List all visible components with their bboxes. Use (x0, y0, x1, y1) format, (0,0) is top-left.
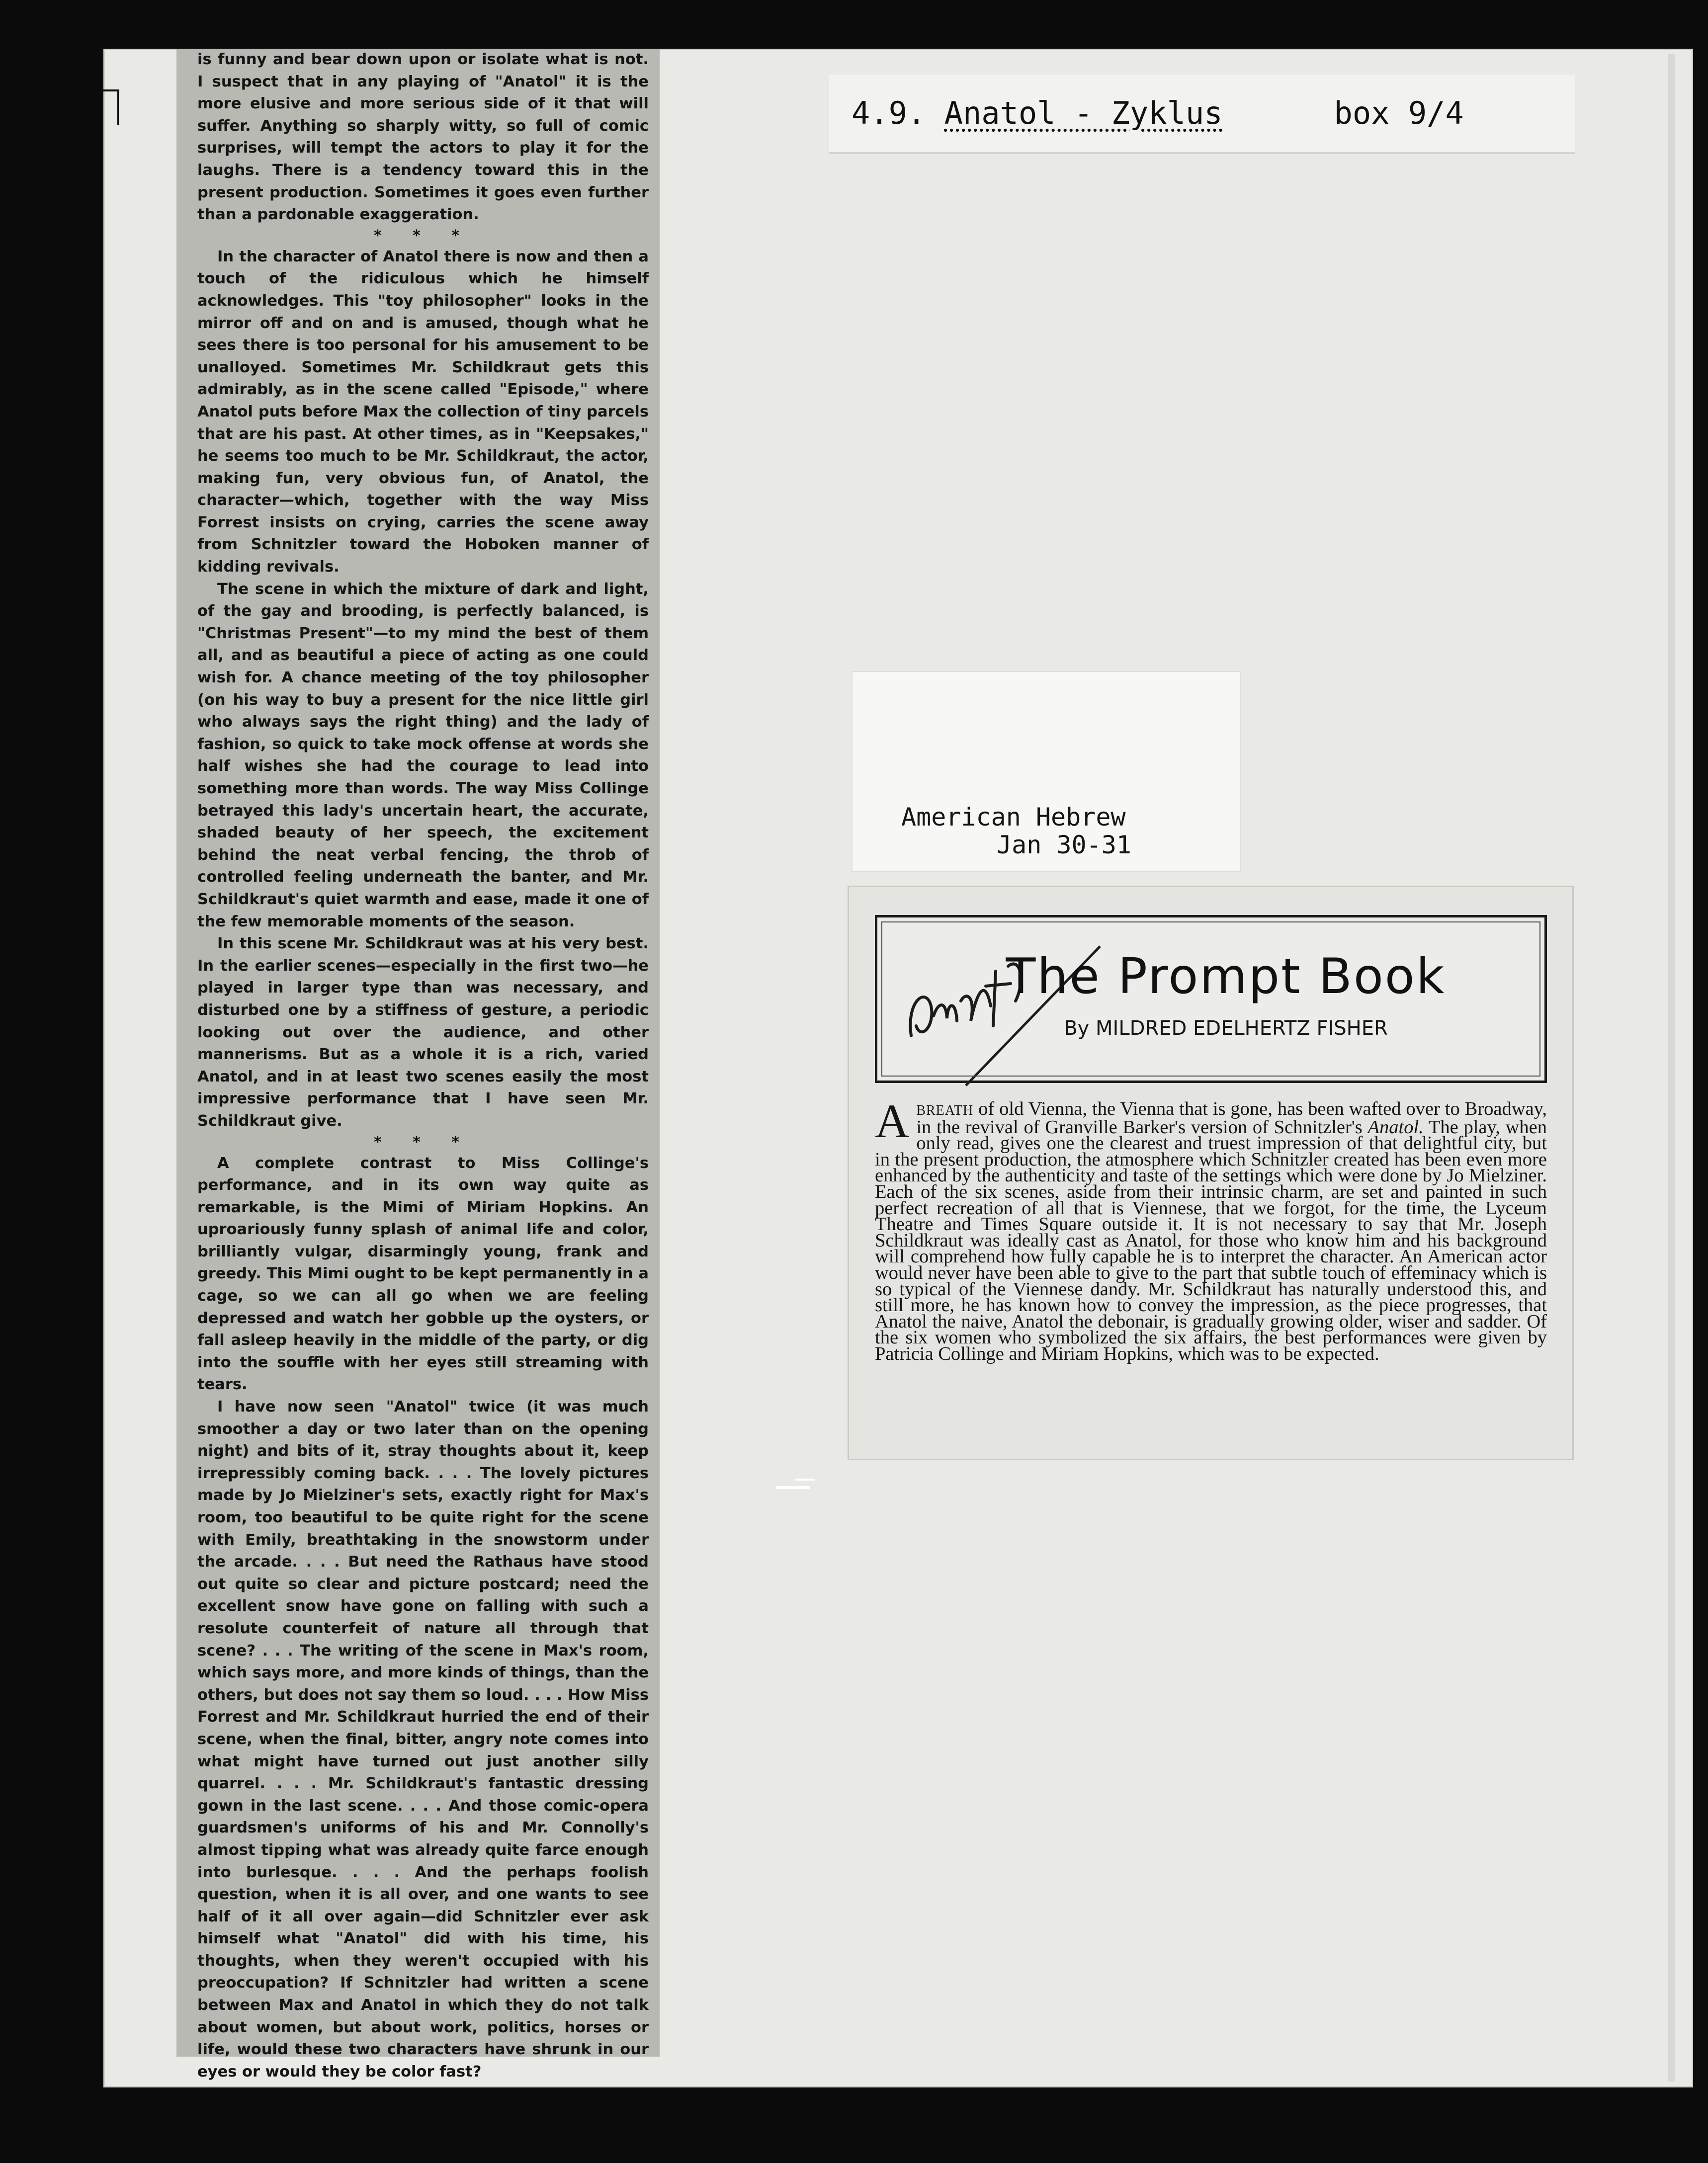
column-paragraph: A complete contrast to Miss Collinge's performance, and in its own way quite as remarkable, is the Mimi of Miriam Hopkins. An uproariously funny splash of animal life and color, brilliantly vulgar, disarmingly young, frank and greedy. This Mimi ought to be kept permanently in a cage, so we can all go when we are feeling depressed and watch her gobble up the oysters, or fall asleep heavily in the middle of the party, or dig into the souffle with her eyes still streaming with tears. (197, 1154, 649, 1394)
article-smallcaps: BREATH (916, 1103, 974, 1118)
article-text-rest: The play, when only read, gives one the clearest and truest impression of that delightful city, but in the present production, the atmosphere which Schnitzler created has been even more enhanced by the authenticity and taste of the settings which were done by Jo Mielziner. Each of the six scenes, aside from their intrinsic charm, are set and painted in such perfect recreation of all that is Viennese, that we forgot, for the time, the Lyceum Theatre and Times Square outside it. It is not necessary to say that Mr. Joseph Schildkraut was ideally cast as Anatol, for those who know him and his background will comprehend how fully capable he is to interpret the character. An American actor would never have been able to give to the part that subtle touch of effeminacy which is so typical of the Viennese dandy. Mr. Schildkraut has naturally understood this, and still more, he has known how to convey the impression, as the piece progresses, that Anatol the naive, Anatol the debonair, is gradually growing older, wiser and sadder. Of the six women who symbolized the six affairs, the best performances were given by Patricia Collinge and Miriam Hopkins, which was to be expected. (875, 1116, 1547, 1364)
article-italic: Anatol. (1367, 1116, 1424, 1138)
column-paragraph: In the character of Anatol there is now and then a touch of the ridiculous which he himself acknowledges. This "toy philosopher" looks in the mirror off and on and is amused, though what he sees there is too personal for his amusement to be unalloyed. Sometimes Mr. Schildkraut gets this admirably, as in the scene called "Episode," where Anatol puts before Max the collection of tiny parcels that are his past. At other times, as in "Keepsakes," he seems too much to be Mr. Schildkraut, the actor, making fun, very obvious fun, of Anatol, the character—which, together with the way Miss Forrest insists on crying, carries the scene away from Schnitzler toward the Hoboken manner of kidding revivals. (197, 248, 649, 576)
section-divider: * * * (374, 227, 472, 245)
byline: By MILDRED EDELHERTZ FISHER (1064, 1017, 1388, 1040)
archive-label-text (852, 93, 1555, 133)
article-body (875, 1094, 1547, 1364)
scan-speck (775, 1486, 810, 1489)
label-box-number: box 9/4 (1334, 95, 1464, 131)
newspaper-column-clipping (176, 49, 660, 2080)
sheet-edge (1668, 54, 1675, 2081)
section-divider: * * * (374, 1133, 472, 1151)
scan-speck (795, 1479, 815, 1481)
source-publication: American Hebrew (901, 803, 1126, 832)
prompt-book-clipping (849, 887, 1572, 1459)
edge-mark (117, 89, 119, 125)
article-text: of old Vienna, the Vienna that is gone, has been wafted over to Broadway, in the revival of Granville Barker's version of Schnitzler's (916, 1098, 1547, 1138)
drop-cap: A (875, 1094, 910, 1148)
source-date: Jan 30-31 (997, 831, 1131, 859)
handwritten-annotation (891, 926, 1100, 1085)
archive-label (829, 75, 1575, 152)
column-paragraph: The scene in which the mixture of dark and light, of the gay and brooding, is perfectly balanced, is "Christmas Present"—to my mind the best of them all, and as beautiful a piece of acting as one could wish for. A chance meeting of the toy philosopher (on his way to buy a present for the nice little girl who always says the right thing) and the lady of fashion, so quick to take mock offense at words she half wishes she had the courage to lead into something more than words. The way Miss Collinge betrayed this lady's uncertain heart, the accurate, shaded beauty of her speech, the excitement behind the neat verbal fencing, the throb of controlled feeling underneath the banter, and Mr. Schildkraut's quiet warmth and ease, made it one of the few memorable moments of the season. (197, 580, 649, 930)
column-paragraph: is funny and bear down upon or isolate what is not. I suspect that in any playing of "Anatol" it is the more elusive and more serious side of it that will suffer. Anything so sharply witty, so full of comic surprises, will tempt the actors to play it for the laughs. There is a tendency toward this in the present production. Sometimes it goes even further than a pardonable exaggeration. (197, 51, 649, 224)
label-number: 4.9. (852, 95, 926, 131)
column-paragraph: I have now seen "Anatol" twice (it was much smoother a day or two later than on the opening night) and bits of it, stray thoughts about it, keep irrepressibly coming back. . . . The lovely pictures made by Jo Mielziner's sets, exactly right for Max's room, too beautiful to be quite right for the scene with Emily, breathtaking in the snowstorm under the arcade. . . . But need the Rathaus have stood out quite so clear and picture postcard; need the excellent snow have gone on falling with such a resolute counterfeit of nature all through that scene? . . . The writing of the scene in Max's room, which says more, and more kinds of things, than the others, but does not say them so loud. . . . How Miss Forrest and Mr. Schildkraut hurried the end of their scene, when the final, bitter, angry note comes into what might have turned out just another silly quarrel. . . . Mr. Schildkraut's fantastic dressing gown in the last scene. . . . And those comic-opera guardsmen's uniforms of his and Mr. Connolly's almost tipping what was already quite farce enough into burlesque. . . . And the perhaps foolish question, when it is all over, and one wants to see half of it all over again—did Schnitzler ever ask himself what "Anatol" did with his time, his thoughts, when they weren't occupied with his preoccupation? If Schnitzler had written a scene between Max and Anatol in which they do not talk about women, but about work, politics, horses or life, would these two characters have shrunk in our eyes or would they be color fast? (197, 1398, 649, 2080)
label-title: Anatol - Zyklus (944, 95, 1223, 131)
headline-box (875, 915, 1547, 1083)
source-slip (853, 672, 1240, 871)
column-paragraph: In this scene Mr. Schildkraut was at his very best. In the earlier scenes—especially in the first two—he played in larger type than was necessary, and disturbed one by a stiffness of gesture, a periodic looking out over the audience, and other mannerisms. But as a whole it is a rich, varied Anatol, and in at least two scenes easily the most impressive performance that I have seen Mr. Schildkraut give. (197, 935, 649, 1130)
headline: The Prompt Book (1006, 948, 1446, 1005)
